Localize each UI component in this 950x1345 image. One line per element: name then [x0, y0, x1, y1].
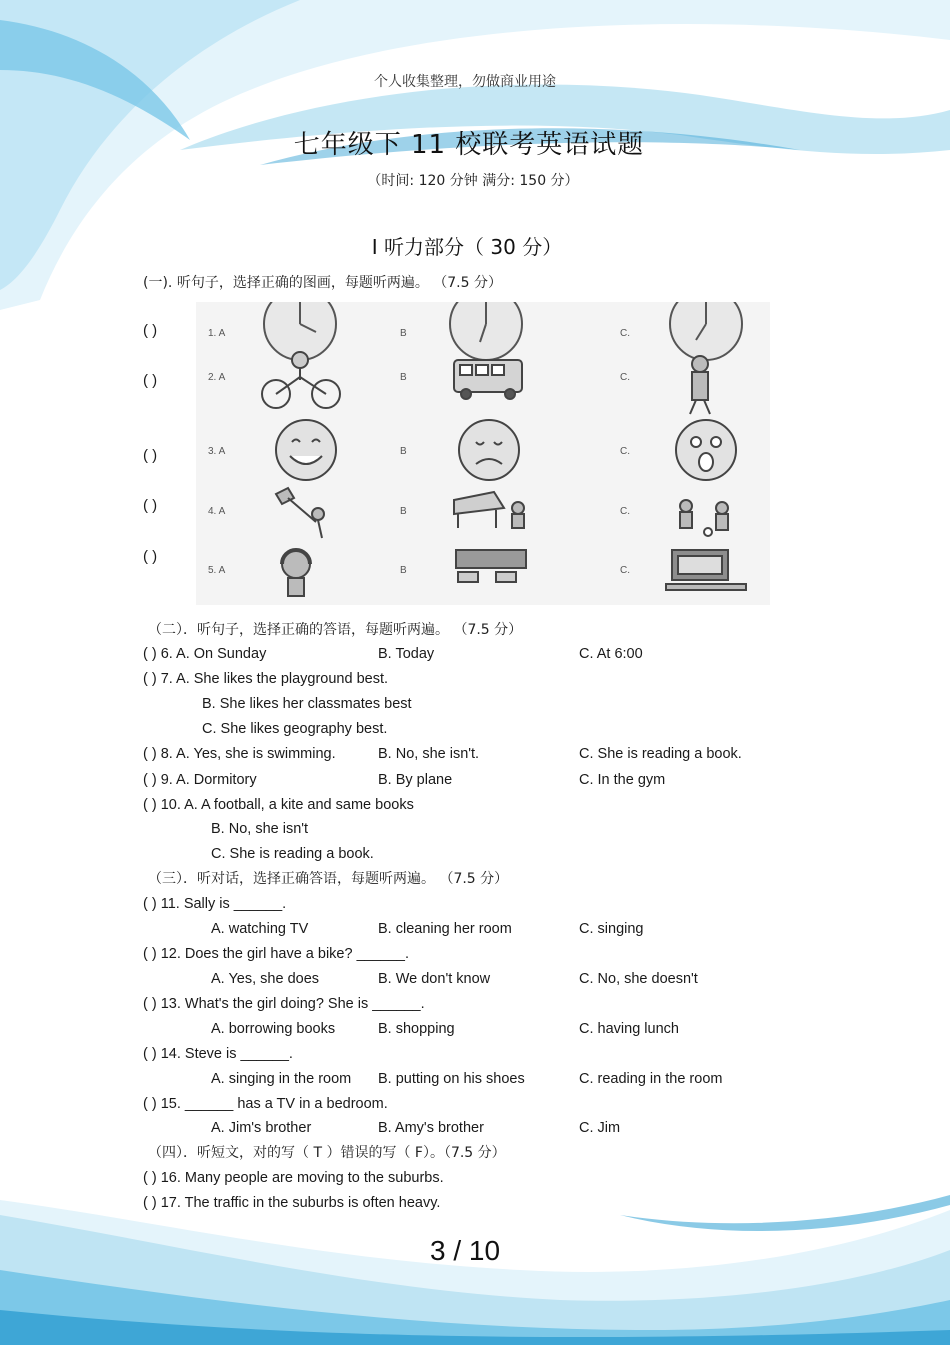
answer-bracket-5[interactable]: ( ): [143, 548, 158, 565]
question-12-option-a: A. Yes, she does: [211, 971, 320, 987]
question-9-option-a: ( ) 9. A. Dormitory: [143, 772, 257, 788]
question-11-option-a: A. watching TV: [211, 921, 309, 937]
question-8-option-b: B. No, she isn't.: [378, 746, 480, 762]
sad-face-icon: [459, 420, 519, 480]
row-label-1: 1. A: [208, 328, 226, 339]
part3-heading: （三）．听对话，选择正确答语，每题听两遍。 （7.5 分）: [148, 871, 509, 887]
question-16: ( ) 16. Many people are moving to the suburbs.: [143, 1170, 444, 1186]
question-15-option-c: C. Jim: [579, 1120, 621, 1136]
question-6-option-c: C. At 6:00: [579, 646, 643, 662]
option-b-label-2: B: [400, 372, 407, 383]
question-6-option-b: B. Today: [378, 646, 435, 662]
question-8-option-c: C. She is reading a book.: [579, 746, 742, 762]
question-15-stem: ( ) 15. ______ has a TV in a bedroom.: [143, 1096, 388, 1112]
question-13-option-a: A. borrowing books: [211, 1021, 336, 1037]
question-9-option-b: B. By plane: [378, 772, 453, 788]
question-11-option-b: B. cleaning her room: [378, 921, 512, 937]
question-10-option-c: C. She is reading a book.: [211, 846, 374, 862]
question-7-option-a: ( ) 7. A. She likes the playground best.: [143, 671, 389, 687]
happy-face-icon: [276, 420, 336, 480]
exam-info: （时间: 120 分钟 满分: 150 分）: [367, 173, 579, 189]
option-c-label-2: C.: [620, 372, 630, 383]
football-players-icon: [680, 500, 728, 536]
question-11-stem: ( ) 11. Sally is ______.: [143, 896, 287, 912]
question-6-option-a: ( ) 6. A. On Sunday: [143, 646, 267, 662]
tv-icon: [666, 550, 746, 590]
picture-choices-panel: [196, 302, 770, 605]
question-15-option-b: B. Amy's brother: [378, 1120, 484, 1136]
classroom-icon: [456, 550, 526, 582]
answer-bracket-1[interactable]: ( ): [143, 322, 158, 339]
option-b-label-3: B: [400, 446, 407, 457]
section-title-listening: I 听力部分（ 30 分）: [371, 235, 563, 259]
cyclist-icon: [262, 352, 340, 408]
option-b-label-5: B: [400, 565, 407, 576]
part4-heading: （四）．听短文，对的写（ T ）错误的写（ F）。（7.5 分）: [148, 1145, 506, 1161]
surprised-face-icon: [676, 420, 736, 480]
walking-boy-icon: [690, 356, 710, 414]
question-14-option-c: C. reading in the room: [579, 1071, 723, 1087]
option-b-label-4: B: [400, 506, 407, 517]
question-14-stem: ( ) 14. Steve is ______.: [143, 1046, 293, 1062]
bus-icon: [454, 360, 522, 399]
question-9-option-c: C. In the gym: [579, 772, 666, 788]
page-number: 3 / 10: [429, 1235, 501, 1266]
page-title: 七年级下 11 校联考英语试题: [293, 130, 645, 160]
row-label-3: 3. A: [208, 446, 226, 457]
question-17: ( ) 17. The traffic in the suburbs is often heavy.: [143, 1195, 441, 1211]
question-13-stem: ( ) 13. What's the girl doing? She is ______.: [143, 996, 425, 1012]
question-13-option-c: C. having lunch: [579, 1021, 679, 1037]
part1-heading: (一). 听句子，选择正确的图画，每题听两遍。 （7.5 分）: [143, 275, 502, 291]
question-11-option-c: C. singing: [579, 921, 644, 937]
question-8-option-a: ( ) 8. A. Yes, she is swimming.: [143, 746, 336, 762]
answer-bracket-2[interactable]: ( ): [143, 372, 158, 389]
kite-girl-icon: [276, 488, 324, 538]
question-12-option-b: B. We don't know: [378, 971, 491, 987]
headphones-girl-icon: [282, 550, 310, 596]
question-10-option-b: B. No, she isn't: [211, 821, 309, 837]
row-label-2: 2. A: [208, 372, 226, 383]
question-14-option-a: A. singing in the room: [211, 1071, 352, 1087]
question-7-option-c: C. She likes geography best.: [202, 721, 388, 737]
answer-bracket-4[interactable]: ( ): [143, 497, 158, 514]
row-label-5: 5. A: [208, 565, 226, 576]
picture-illustrations: [196, 302, 770, 605]
clock-icon: [670, 302, 742, 360]
option-c-label-4: C.: [620, 506, 630, 517]
question-12-stem: ( ) 12. Does the girl have a bike? ______.: [143, 946, 409, 962]
answer-bracket-3[interactable]: ( ): [143, 447, 158, 464]
option-c-label-5: C.: [620, 565, 630, 576]
option-c-label-3: C.: [620, 446, 630, 457]
question-10-option-a: ( ) 10. A. A football, a kite and same books: [143, 797, 414, 813]
option-b-label-1: B: [400, 328, 407, 339]
piano-icon: [454, 492, 524, 528]
question-13-option-b: B. shopping: [378, 1021, 455, 1037]
question-7-option-b: B. She likes her classmates best: [202, 696, 412, 712]
watermark: 个人收集整理，勿做商业用途: [374, 74, 556, 90]
row-label-4: 4. A: [208, 506, 226, 517]
part2-heading: （二）．听句子，选择正确的答语，每题听两遍。 （7.5 分）: [148, 622, 523, 638]
option-c-label-1: C.: [620, 328, 630, 339]
clock-icon: [450, 302, 522, 360]
question-12-option-c: C. No, she doesn't: [579, 971, 698, 987]
question-15-option-a: A. Jim's brother: [211, 1120, 312, 1136]
question-14-option-b: B. putting on his shoes: [378, 1071, 525, 1087]
